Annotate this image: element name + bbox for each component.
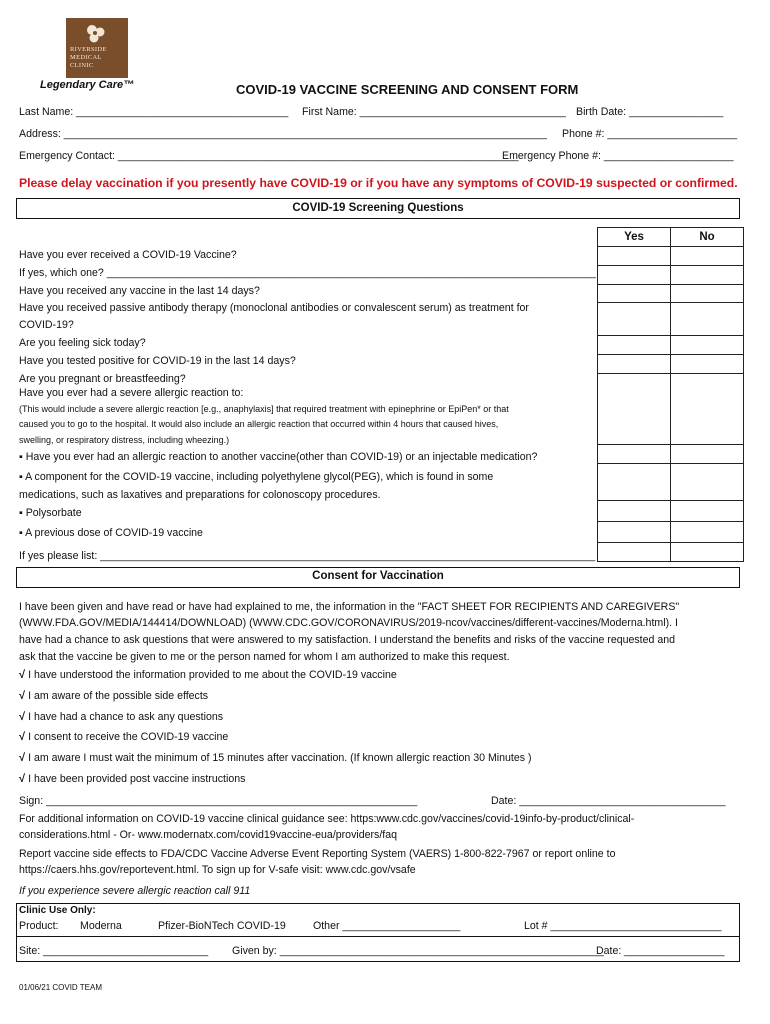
footer-code: 01/06/21 COVID TEAM xyxy=(19,983,102,992)
question-4: Are you feeling sick today? xyxy=(19,337,146,349)
consent-header xyxy=(16,567,740,588)
question-6: Are you pregnant or breastfeeding? xyxy=(19,373,186,385)
bullet-3: Polysorbate xyxy=(25,507,82,519)
list-yes[interactable] xyxy=(598,543,671,562)
consent-para-4: ask that the vaccine be given to me or the person named for whom I am authorized to make this request. xyxy=(19,651,510,663)
screening-header xyxy=(16,198,740,219)
birth-date-field[interactable]: Birth Date: ________________ xyxy=(576,106,724,118)
question-7: Have you ever had a severe allergic reaction to: xyxy=(19,387,244,399)
bullet-item xyxy=(19,451,537,463)
b4-yes[interactable] xyxy=(598,522,671,543)
allergy-note-3: swelling, or respiratory distress, including wheezing.) xyxy=(19,435,230,445)
list-no[interactable] xyxy=(671,543,744,562)
consent-check-item[interactable] xyxy=(19,690,208,702)
allergy-note-1: (This would include a severe allergic reaction [e.g., anaphylaxis] that required treatment with epinephrine or EpiPen* or that xyxy=(19,404,509,414)
consent-check-item[interactable] xyxy=(19,731,228,743)
bullet-1: Have you ever had an allergic reaction to another vaccine(other than COVID-19) or an injectable medication? xyxy=(25,451,538,463)
emergency-contact-field[interactable]: Emergency Contact: ____________________________________________________________________ xyxy=(19,150,519,162)
consent-para-2: (WWW.FDA.GOV/MEDIA/144414/DOWNLOAD) (WWW.CDC.GOV/CORONAVIRUS/2019-ncov/vaccines/different-vaccines/Moderna.html). I xyxy=(19,617,678,629)
q1-no[interactable] xyxy=(671,247,744,266)
consent-header-label: Consent for Vaccination xyxy=(312,570,444,582)
checkmark-icon: √ xyxy=(19,690,29,702)
info-line-2: considerations.html - Or- www.modernatx.com/covid19vaccine-eua/providers/faq xyxy=(19,829,398,841)
signature-field[interactable]: Sign: _______________________________________________________________ xyxy=(19,795,418,807)
b2-yes[interactable] xyxy=(598,464,671,501)
b1-no[interactable] xyxy=(671,445,744,464)
b3-yes[interactable] xyxy=(598,501,671,522)
flower-logo-icon xyxy=(78,23,114,45)
q2-yes[interactable] xyxy=(598,285,671,303)
logo-line-3: CLINIC xyxy=(70,62,94,69)
q6-q7-yes[interactable] xyxy=(598,374,671,445)
bullet-icon: ▪ xyxy=(19,451,26,463)
q6-q7-no[interactable] xyxy=(671,374,744,445)
delay-warning: Please delay vaccination if you presently have COVID-19 or if you have any symptoms of COVID-19 suspected or confirmed. xyxy=(19,176,738,190)
q4-no[interactable] xyxy=(671,336,744,355)
question-1b[interactable]: If yes, which one? ___________________________________________________________________________________ xyxy=(19,267,596,279)
q5-no[interactable] xyxy=(671,355,744,374)
question-3b: COVID-19? xyxy=(19,319,74,331)
given-by-field[interactable]: Given by: _______________________________________________________ xyxy=(232,945,604,957)
allergy-list-field[interactable]: If yes please list: ____________________________________________________________________________________ xyxy=(19,550,596,562)
site-field[interactable]: Site: ____________________________ xyxy=(19,945,209,957)
first-name-field[interactable]: First Name: ___________________________________ xyxy=(302,106,566,118)
consent-para-3: have had a chance to ask questions that were answered to my satisfaction. I understand the benefits and risks of the vaccine requested and xyxy=(19,634,676,646)
info-line-3: Report vaccine side effects to FDA/CDC Vaccine Adverse Event Reporting System (VAERS) 1-800-822-7967 or report online to xyxy=(19,848,616,860)
q3-yes[interactable] xyxy=(598,303,671,336)
consent-check-6: I have been provided post vaccine instructions xyxy=(28,773,246,785)
logo-line-2: MEDICAL xyxy=(70,54,102,61)
checkmark-icon: √ xyxy=(19,731,29,743)
checkmark-icon: √ xyxy=(19,711,29,723)
q5-yes[interactable] xyxy=(598,355,671,374)
q1b-no[interactable] xyxy=(671,266,744,285)
product-moderna[interactable]: Moderna xyxy=(80,920,122,932)
consent-check-item[interactable] xyxy=(19,773,245,785)
checkmark-icon: √ xyxy=(19,669,29,681)
bullet-item xyxy=(19,471,493,483)
form-title: COVID-19 VACCINE SCREENING AND CONSENT FORM xyxy=(236,82,579,97)
question-5: Have you tested positive for COVID-19 in the last 14 days? xyxy=(19,355,296,367)
clinic-date-field[interactable]: Date: _________________ xyxy=(596,945,725,957)
checkmark-icon: √ xyxy=(19,773,29,785)
bullet-icon: ▪ xyxy=(19,471,26,483)
phone-field[interactable]: Phone #: ______________________ xyxy=(562,128,737,140)
bullet-item xyxy=(19,527,203,539)
clinic-divider xyxy=(16,936,740,937)
b4-no[interactable] xyxy=(671,522,744,543)
info-line-1: For additional information on COVID-19 vaccine clinical guidance see: https:www.cdc.gov/vaccines/covid-19info-by-product/clinical- xyxy=(19,813,635,825)
consent-check-3: I have had a chance to ask any questions xyxy=(28,711,224,723)
bullet-icon: ▪ xyxy=(19,507,26,519)
address-field[interactable]: Address: __________________________________________________________________________________ xyxy=(19,128,547,140)
b3-no[interactable] xyxy=(671,501,744,522)
logo-line-1: RIVERSIDE xyxy=(70,46,107,53)
col-no: No xyxy=(671,228,744,247)
consent-check-item[interactable] xyxy=(19,752,532,764)
emergency-phone-field[interactable]: Emergency Phone #: ______________________ xyxy=(502,150,734,162)
consent-para-1: I have been given and have read or have had explained to me, the information in the "FACT SHEET FOR RECIPIENTS AND CAREGIVERS" xyxy=(19,601,680,613)
last-name-field[interactable]: Last Name: ____________________________________ xyxy=(19,106,289,118)
clinic-use-header: Clinic Use Only: xyxy=(19,905,96,916)
consent-check-2: I am aware of the possible side effects xyxy=(28,690,209,702)
allergy-911-note: If you experience severe allergic reaction call 911 xyxy=(19,885,251,897)
bullet-2b: medications, such as laxatives and preparations for colonoscopy procedures. xyxy=(19,489,381,501)
logo-tagline: Legendary Care™ xyxy=(40,79,135,91)
bullet-item xyxy=(19,507,82,519)
bullet-2a: A component for the COVID-19 vaccine, including polyethylene glycol(PEG), which is found in some xyxy=(25,471,494,483)
product-other-field[interactable]: Other ____________________ xyxy=(313,920,461,932)
col-yes: Yes xyxy=(598,228,671,247)
question-1: Have you ever received a COVID-19 Vaccine? xyxy=(19,249,237,261)
consent-check-1: I have understood the information provided to me about the COVID-19 vaccine xyxy=(28,669,397,681)
bullet-4: A previous dose of COVID-19 vaccine xyxy=(25,527,203,539)
info-line-4: https://caers.hhs.gov/reportevent.html. To sign up for V-safe visit: www.cdc.gov/vsafe xyxy=(19,864,416,876)
clinic-logo xyxy=(66,18,128,78)
product-label: Product: xyxy=(19,920,59,932)
checkmark-icon: √ xyxy=(19,752,29,764)
yes-no-grid xyxy=(597,227,744,562)
q1b-yes[interactable] xyxy=(598,266,671,285)
screening-header-label: COVID-19 Screening Questions xyxy=(292,202,464,214)
signature-date-field[interactable]: Date: ___________________________________ xyxy=(491,795,726,807)
q1-yes[interactable] xyxy=(598,247,671,266)
q2-no[interactable] xyxy=(671,285,744,303)
consent-check-item[interactable] xyxy=(19,711,223,723)
product-pfizer[interactable]: Pfizer-BioNTech COVID-19 xyxy=(158,920,286,932)
question-2: Have you received any vaccine in the last 14 days? xyxy=(19,285,260,297)
consent-check-item[interactable] xyxy=(19,669,397,681)
q3-no[interactable] xyxy=(671,303,744,336)
lot-number-field[interactable]: Lot # _____________________________ xyxy=(524,920,722,932)
allergy-note-2: caused you to go to the hospital. It would also include an allergic reaction that occurred within 4 hours that caused hives, xyxy=(19,419,499,429)
bullet-icon: ▪ xyxy=(19,527,26,539)
consent-check-5: I am aware I must wait the minimum of 15 minutes after vaccination. (If known allergic reaction 30 Minutes ) xyxy=(28,752,532,764)
b2-no[interactable] xyxy=(671,464,744,501)
q4-yes[interactable] xyxy=(598,336,671,355)
consent-check-4: I consent to receive the COVID-19 vaccine xyxy=(28,731,229,743)
b1-yes[interactable] xyxy=(598,445,671,464)
question-3a: Have you received passive antibody therapy (monoclonal antibodies or convalescent serum) as treatment for xyxy=(19,302,529,314)
